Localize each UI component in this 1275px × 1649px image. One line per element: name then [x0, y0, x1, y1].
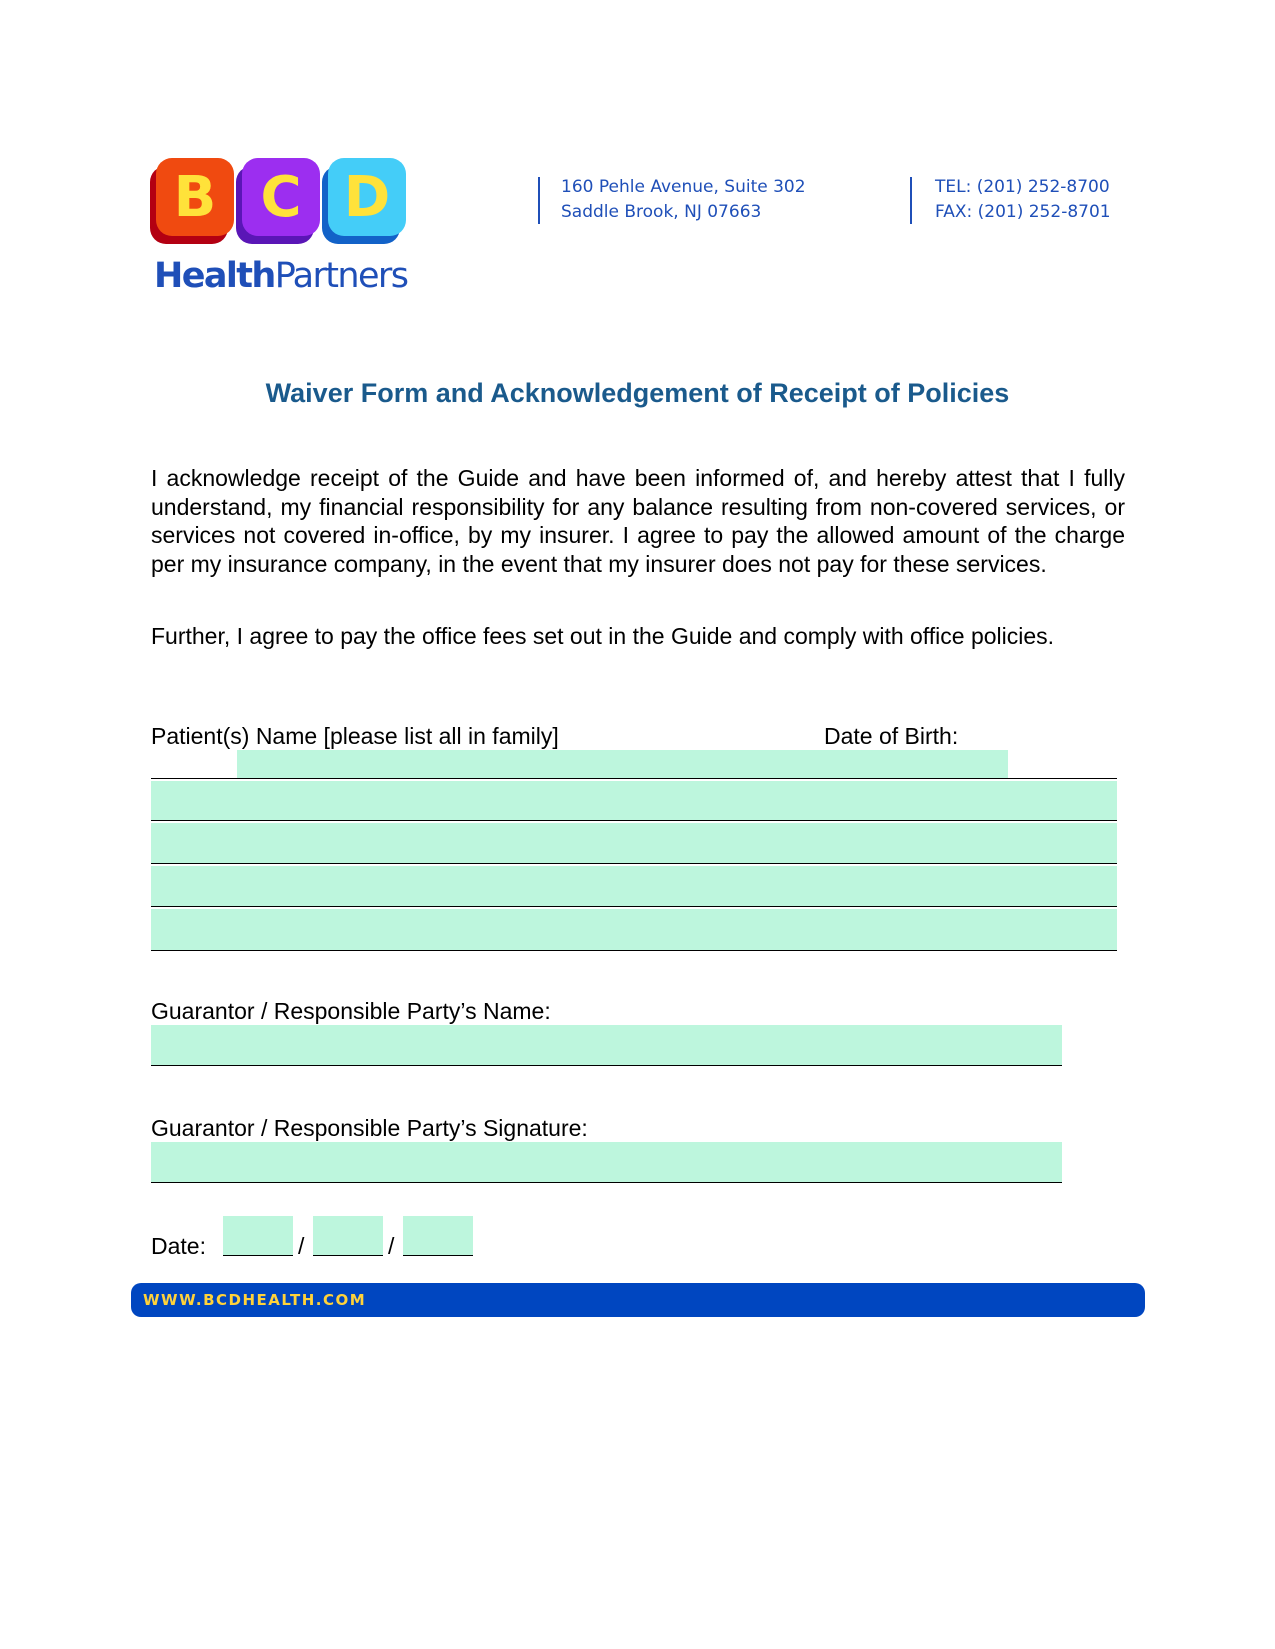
- fax-number: FAX: (201) 252-8701: [935, 202, 1111, 222]
- tel-number: TEL: (201) 252-8700: [935, 177, 1110, 197]
- guarantor-signature-field[interactable]: [151, 1142, 1062, 1183]
- patient-line-2-field[interactable]: [151, 781, 1117, 821]
- patient-line-3-field[interactable]: [151, 823, 1117, 864]
- guarantor-signature-label: Guarantor / Responsible Party’s Signature:: [151, 1115, 588, 1141]
- date-separator-2: /: [388, 1233, 395, 1259]
- website-link[interactable]: WWW.BCDHEALTH.COM: [143, 1291, 367, 1309]
- date-of-birth-label: Date of Birth:: [824, 723, 959, 749]
- logo-block-c: [236, 158, 320, 244]
- logo-word-health: Health: [154, 256, 275, 296]
- bcd-logo: [150, 158, 420, 298]
- date-separator-1: /: [298, 1233, 305, 1259]
- header-divider-1: [538, 177, 540, 224]
- form-title: Waiver Form and Acknowledgement of Receipt of Policies: [265, 378, 1010, 408]
- logo-word-partners: Partners: [274, 256, 408, 296]
- logo-block-d: [322, 158, 406, 244]
- patient-line-1-field[interactable]: [237, 750, 1008, 779]
- patient-line-5-field[interactable]: [151, 909, 1117, 951]
- guarantor-name-field[interactable]: [151, 1025, 1062, 1066]
- date-month-field[interactable]: [223, 1216, 293, 1256]
- date-year-field[interactable]: [403, 1216, 473, 1256]
- patient-line-1-underline: [151, 778, 1117, 779]
- patient-line-4-underline: [151, 906, 1117, 907]
- patient-line-2-underline: [151, 820, 1117, 821]
- patient-line-3-underline: [151, 863, 1117, 864]
- logo-wordmark: [154, 256, 407, 296]
- logo-letter-b: B: [156, 158, 234, 236]
- address-line-1: 160 Pehle Avenue, Suite 302: [561, 177, 806, 197]
- address-line-2: Saddle Brook, NJ 07663: [561, 202, 762, 222]
- patient-line-5-underline: [151, 950, 1117, 951]
- guarantor-signature-underline: [151, 1182, 1062, 1183]
- acknowledgement-paragraph: I acknowledge receipt of the Guide and have been informed of, and hereby attest that I fully understand, my financial responsibility for any balance resulting from non-covered services, or services not covered in-office, by my insurer. I agree to pay the allowed amount of the charge per my insurance company, in the event that my insurer does not pay for these services.: [151, 465, 1125, 577]
- logo-letter-d: D: [328, 158, 406, 236]
- patient-line-4-field[interactable]: [151, 866, 1117, 907]
- date-day-field[interactable]: [313, 1216, 383, 1256]
- guarantor-name-label: Guarantor / Responsible Party’s Name:: [151, 998, 551, 1024]
- footer-bar: [131, 1283, 1145, 1317]
- guarantor-name-underline: [151, 1065, 1062, 1066]
- date-label: Date:: [151, 1233, 206, 1259]
- date-year-underline: [403, 1255, 473, 1256]
- phone-block: [935, 175, 1111, 225]
- fees-paragraph: Further, I agree to pay the office fees set out in the Guide and comply with office policies.: [151, 623, 1055, 649]
- logo-letter-c: C: [242, 158, 320, 236]
- date-month-underline: [223, 1255, 293, 1256]
- logo-block-b: [150, 158, 234, 244]
- date-day-underline: [313, 1255, 383, 1256]
- patient-name-label: Patient(s) Name [please list all in family]: [151, 723, 559, 749]
- header-divider-2: [910, 177, 912, 224]
- address-block: [561, 175, 806, 225]
